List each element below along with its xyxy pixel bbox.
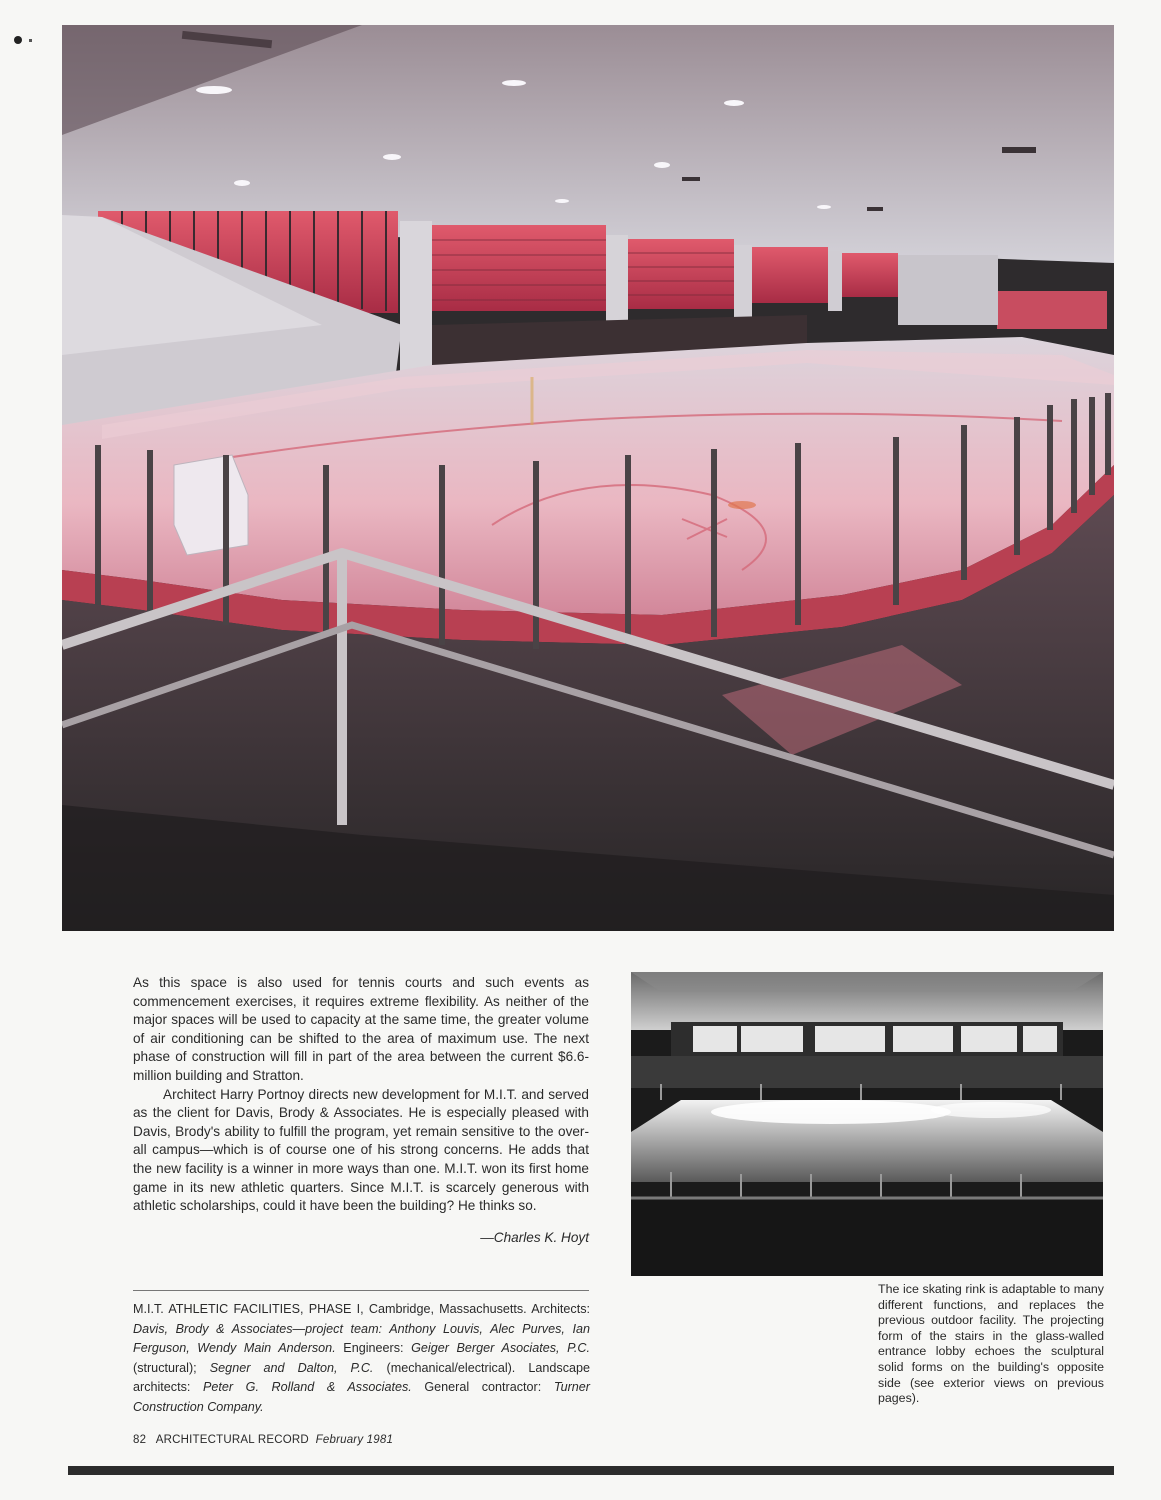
rink-bw-photo: [631, 972, 1103, 1276]
credits-engineer-mechanical: Segner and Dalton, P.C.: [209, 1360, 374, 1375]
article-paragraph-2: Architect Harry Portnoy directs new development for M.I.T. and served as the client for Davis, Brody & Associates. He is especially pleased with Davis, Brody's ability to fulfill the program, yet remain sensitive to the over-all campus—which is of course one of his strong concerns. He adds that the new facility is a winner in more ways than one. M.I.T. won its first home game in its new athletic quarters. Since M.I.T. is scarcely generous with athletic scholarships, could it have been the building? He thinks so.: [133, 1086, 589, 1214]
page-number: 82: [133, 1434, 147, 1446]
bottom-bar: [68, 1466, 1114, 1475]
credits-engineer-structural: Geiger Berger Asociates, P.C.: [411, 1341, 590, 1356]
article-body: [133, 974, 589, 1216]
publication-name: ARCHITECTURAL RECORD: [155, 1434, 309, 1446]
registration-mark-small: [29, 39, 32, 42]
project-credits: [133, 1300, 590, 1418]
page-footer: [133, 1434, 393, 1446]
credits-project: M.I.T. ATHLETIC FACILITIES, PHASE I, Cambridge, Massachusetts. Architects:: [133, 1302, 590, 1316]
article-paragraph-1: As this space is also used for tennis courts and such events as commencement exercises, it requires extreme flexibility. As neither of the major spaces will be used to capacity at the same time, the greater volume of air conditioning can be shifted to the area of maximum use. The next phase of construction will fill in part of the area between the current $6.6-million building and Stratton.: [133, 975, 589, 1083]
issue-date: February 1981: [315, 1434, 394, 1446]
credits-contractor: Turner Construction Company.: [133, 1380, 591, 1414]
author-byline: —Charles K. Hoyt: [480, 1230, 589, 1245]
credits-contractor-label: General contractor:: [424, 1380, 542, 1395]
credits-engineer-mechanical-role: (mechanical/electrical). Landscape architects:: [133, 1360, 591, 1395]
photo-caption: The ice skating rink is adaptable to many different functions, and replaces the previous outdoor facility. The projecting form of the stairs in the glass-walled entrance lobby echoes the sculptural solid forms on the building's opposite side (see exterior views on previous pages).: [878, 1282, 1104, 1406]
credits-engineers-label: Engineers:: [343, 1341, 404, 1356]
credits-engineer-structural-role: (structural);: [133, 1360, 197, 1375]
credits-landscape: Peter G. Rolland & Associates.: [203, 1380, 412, 1395]
registration-mark: [14, 36, 22, 44]
ice-rink-photo: [62, 25, 1114, 931]
credits-architects: Davis, Brody & Associates—project team: Anthony Louvis, Alec Purves, Ian Ferguson, Wendy Main Anderson.: [133, 1321, 590, 1356]
credits-divider: [133, 1290, 589, 1291]
